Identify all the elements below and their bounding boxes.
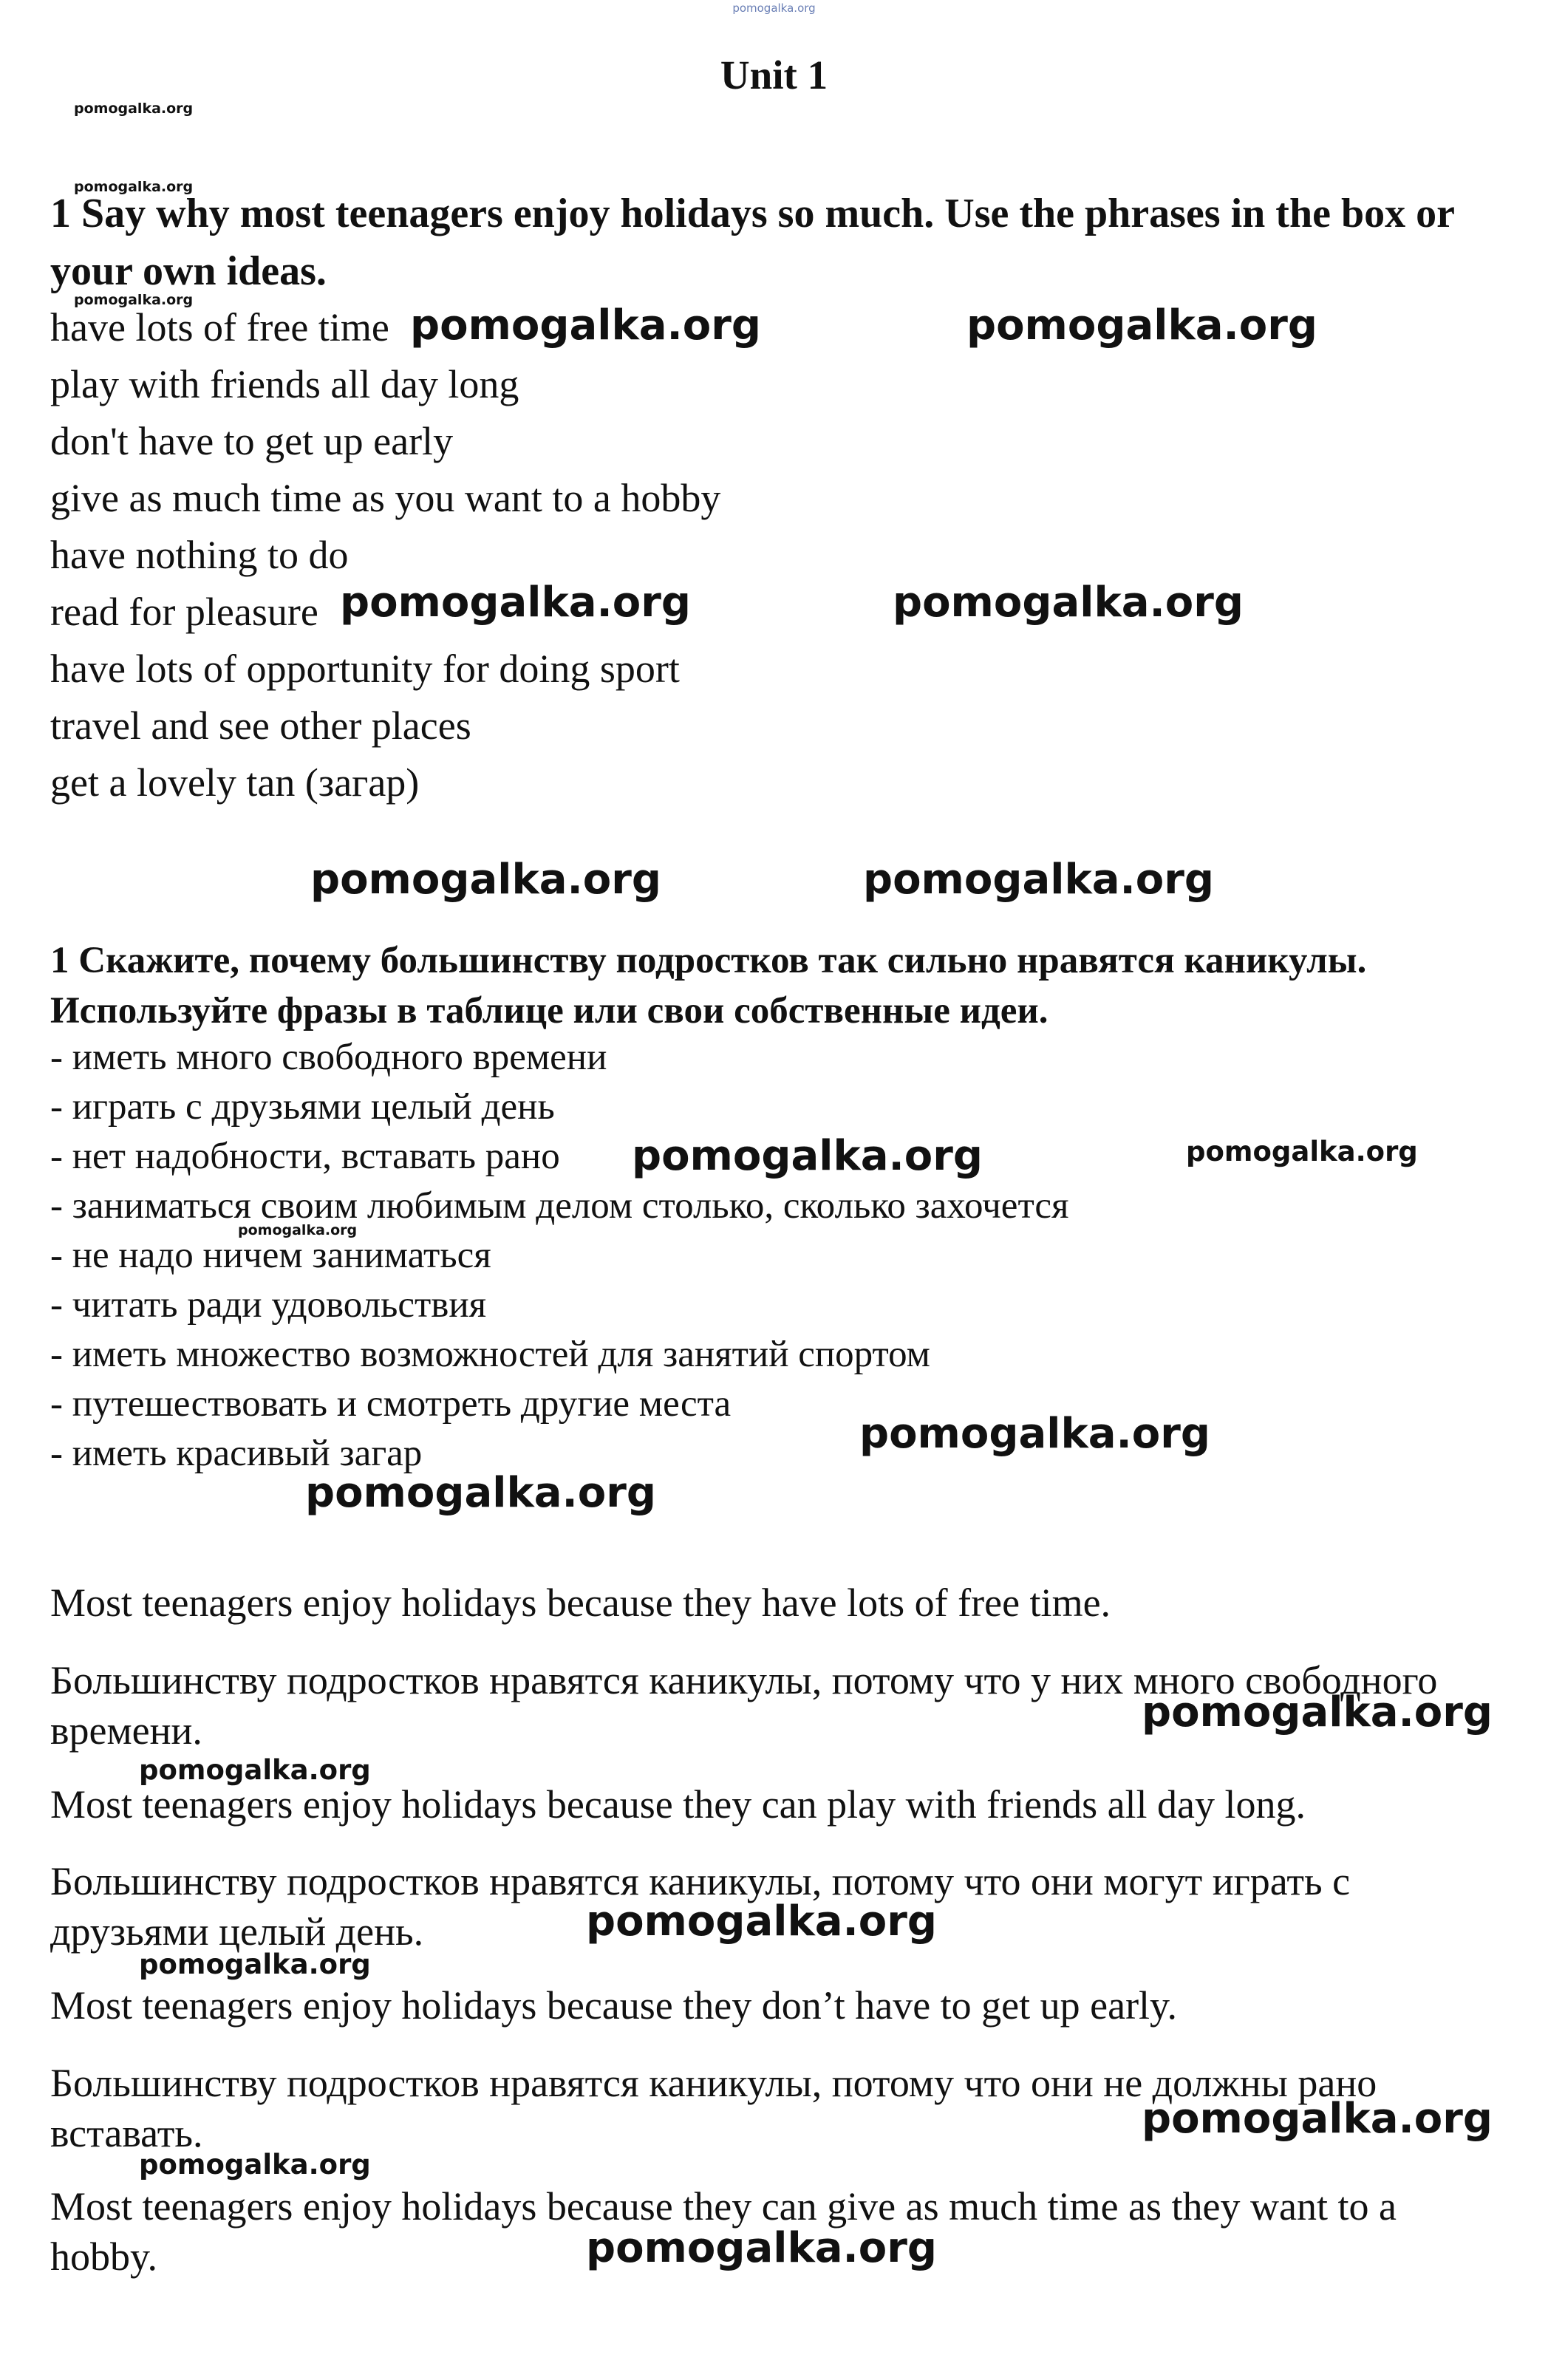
watermark: pomogalka.org: [139, 1948, 371, 1980]
answer-ru: Большинству подростков нравятся каникулы, потому что они не должны рано вставать.: [50, 2061, 1377, 2155]
watermark: pomogalka.org: [139, 2149, 371, 2180]
watermark: pomogalka.org: [305, 1469, 656, 1517]
list-item: read for pleasure: [50, 590, 318, 634]
watermark: pomogalka.org: [1142, 2095, 1493, 2143]
list-item: give as much time as you want to a hobby: [50, 476, 721, 520]
answer-ru: Большинству подростков нравятся каникулы, потому что у них много свободного времени.: [50, 1658, 1438, 1753]
watermark: pomogalka.org: [966, 301, 1317, 350]
watermark: pomogalka.org: [74, 100, 194, 117]
list-item: get a lovely tan (загар): [50, 760, 420, 805]
task-heading-en: 1 Say why most teenagers enjoy holidays so much. Use the phrases in the box or your own ideas.: [50, 191, 1454, 294]
list-item: - нет надобности, вставать рано: [50, 1136, 560, 1177]
list-item: - иметь красивый загар: [50, 1433, 423, 1474]
watermark: pomogalka.org: [586, 2224, 937, 2272]
list-item: travel and see other places: [50, 703, 471, 748]
phrase-list-en: [50, 299, 720, 811]
list-item: - не надо ничем заниматься: [50, 1235, 491, 1276]
list-item: don't have to get up early: [50, 419, 454, 463]
answer-en: Most teenagers enjoy holidays because they can play with friends all day long.: [50, 1782, 1306, 1827]
watermark: pomogalka.org: [238, 1222, 358, 1238]
list-item: - иметь множество возможностей для занятий спортом: [50, 1334, 930, 1375]
watermark: pomogalka.org: [74, 179, 194, 195]
watermark: pomogalka.org: [1186, 1136, 1418, 1167]
answer-en: Most teenagers enjoy holidays because they can give as much time as they want to a hobby.: [50, 2184, 1397, 2279]
answer-en: Most teenagers enjoy holidays because they have lots of free time.: [50, 1581, 1111, 1625]
watermark: pomogalka.org: [310, 856, 661, 904]
top-watermark: pomogalka.org: [732, 1, 816, 15]
watermark: pomogalka.org: [340, 579, 691, 627]
list-item: - играть с друзьями целый день: [50, 1086, 555, 1128]
watermark: pomogalka.org: [893, 579, 1244, 627]
watermark: pomogalka.org: [139, 1754, 371, 1786]
watermark: pomogalka.org: [632, 1132, 983, 1180]
list-item: have lots of free time: [50, 305, 389, 350]
watermark: pomogalka.org: [410, 301, 761, 350]
list-item: have nothing to do: [50, 533, 349, 577]
list-item: - читать ради удовольствия: [50, 1284, 487, 1326]
task-heading-ru: 1 Скажите, почему большинству подростков так сильно нравятся каникулы. Используйте фразы в таблице или свои собственные идеи.: [50, 940, 1367, 1032]
answer-ru: Большинству подростков нравятся каникулы, потому что они могут играть с друзьями целый день.: [50, 1859, 1351, 1954]
list-item: play with friends all day long: [50, 362, 519, 406]
answer-en: Most teenagers enjoy holidays because they don’t have to get up early.: [50, 1983, 1178, 2028]
list-item: - иметь много свободного времени: [50, 1037, 607, 1078]
list-item: - заниматься своим любимым делом столько, сколько захочется: [50, 1185, 1069, 1227]
page-title: Unit 1: [720, 52, 828, 98]
watermark: pomogalka.org: [586, 1897, 937, 1946]
watermark: pomogalka.org: [863, 856, 1214, 904]
list-item: have lots of opportunity for doing sport: [50, 647, 680, 691]
list-item: - путешествовать и смотреть другие места: [50, 1383, 732, 1425]
watermark: pomogalka.org: [74, 292, 194, 308]
watermark: pomogalka.org: [859, 1410, 1210, 1458]
watermark: pomogalka.org: [1142, 1688, 1493, 1736]
